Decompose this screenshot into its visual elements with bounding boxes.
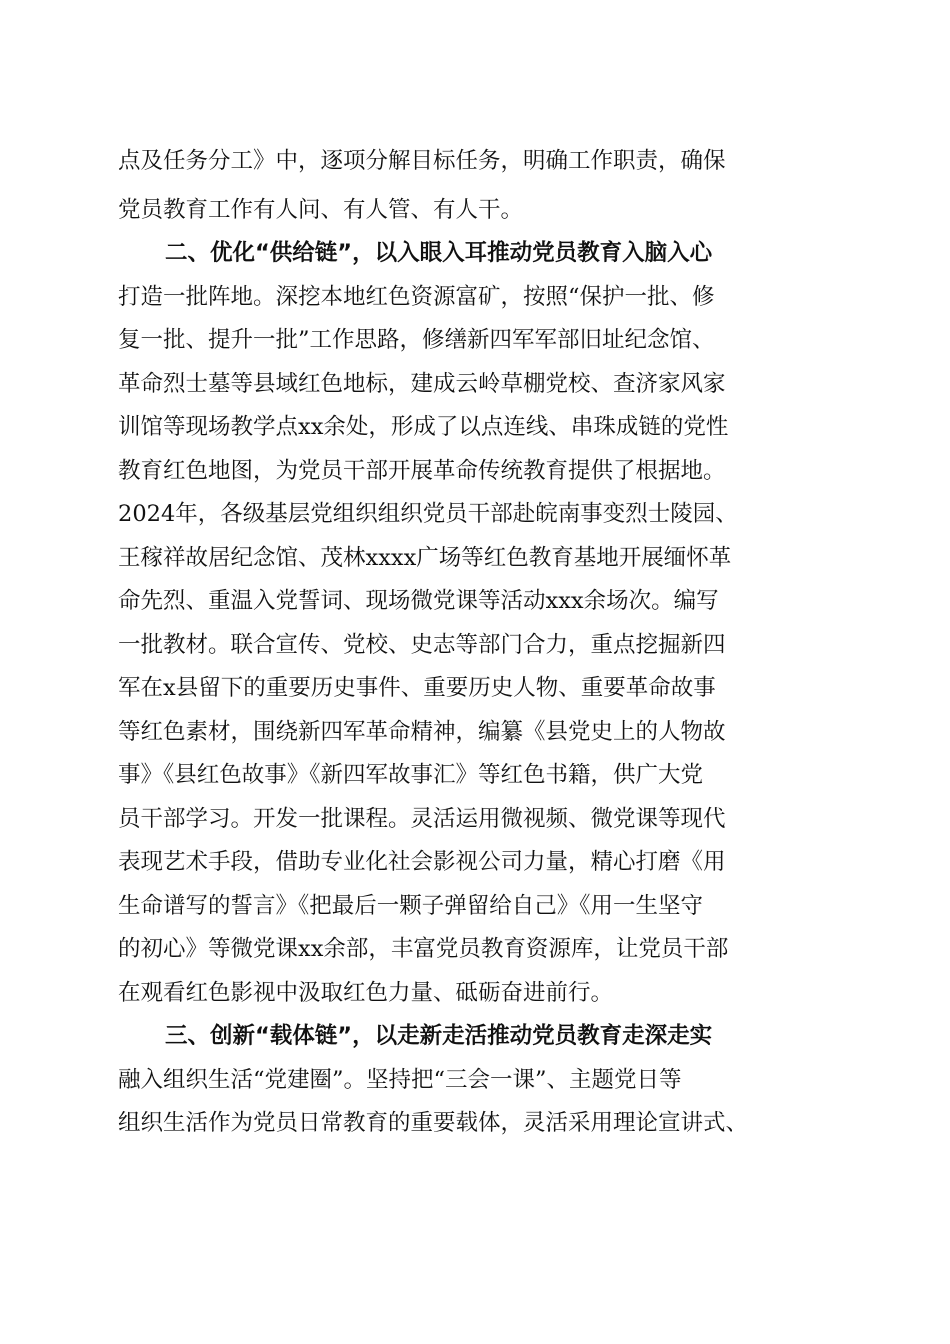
text-line: 训馆等现场教学点xx余处，形成了以点连线、串珠成链的党性 (118, 414, 729, 440)
text-line: 命先烈、重温入党誓词、现场微党课等活动xxx余场次。编写 (118, 588, 719, 614)
text-line: 革命烈士墓等县域红色地标，建成云岭草棚党校、查济家风家 (118, 371, 726, 397)
text-line: 点及任务分工》中，逐项分解目标任务，明确工作职责，确保 (118, 148, 726, 174)
text-line: 融入组织生活“党建圈”。坚持把“三会一课”、主题党日等 (118, 1067, 682, 1093)
text-line: 在观看红色影视中汲取红色力量、砥砺奋进前行。 (118, 980, 614, 1006)
text-line: 事》《县红色故事》《新四军故事汇》等红色书籍，供广大党 (118, 762, 704, 788)
text-line: 等红色素材，围绕新四军革命精神，编纂《县党史上的人物故 (118, 719, 726, 745)
text-line: 2024年，各级基层党组织组织党员干部赴皖南事变烈士陵园、 (118, 501, 738, 527)
text-line: 表现艺术手段，借助专业化社会影视公司力量，精心打磨《用 (118, 849, 726, 875)
section-heading: 二、优化“供给链”，以入眼入耳推动党员教育入脑入心 (165, 240, 713, 266)
text-line: 一批教材。联合宣传、党校、史志等部门合力，重点挖掘新四 (118, 632, 726, 658)
text-line: 组织生活作为党员日常教育的重要载体，灵活采用理论宣讲式、 (118, 1110, 749, 1136)
section-heading: 三、创新“载体链”，以走新走活推动党员教育走深走实 (165, 1023, 713, 1049)
text-line: 王稼祥故居纪念馆、茂林xxxx广场等红色教育基地开展缅怀革 (118, 545, 732, 571)
text-line: 教育红色地图，为党员干部开展革命传统教育提供了根据地。 (118, 458, 726, 484)
text-line: 的初心》等微党课xx余部，丰富党员教育资源库，让党员干部 (118, 936, 729, 962)
text-line: 军在x县留下的重要历史事件、重要历史人物、重要革命故事 (118, 675, 716, 701)
text-line: 生命谱写的誓言》《把最后一颗子弹留给自己》《用一生坚守 (118, 893, 704, 919)
text-line: 员干部学习。开发一批课程。灵活运用微视频、微党课等现代 (118, 806, 726, 832)
text-line: 打造一批阵地。深挖本地红色资源富矿，按照“保护一批、修 (118, 284, 715, 310)
text-line: 复一批、提升一批”工作思路，修缮新四军军部旧址纪念馆、 (118, 327, 715, 353)
text-line: 党员教育工作有人问、有人管、有人干。 (118, 197, 524, 223)
